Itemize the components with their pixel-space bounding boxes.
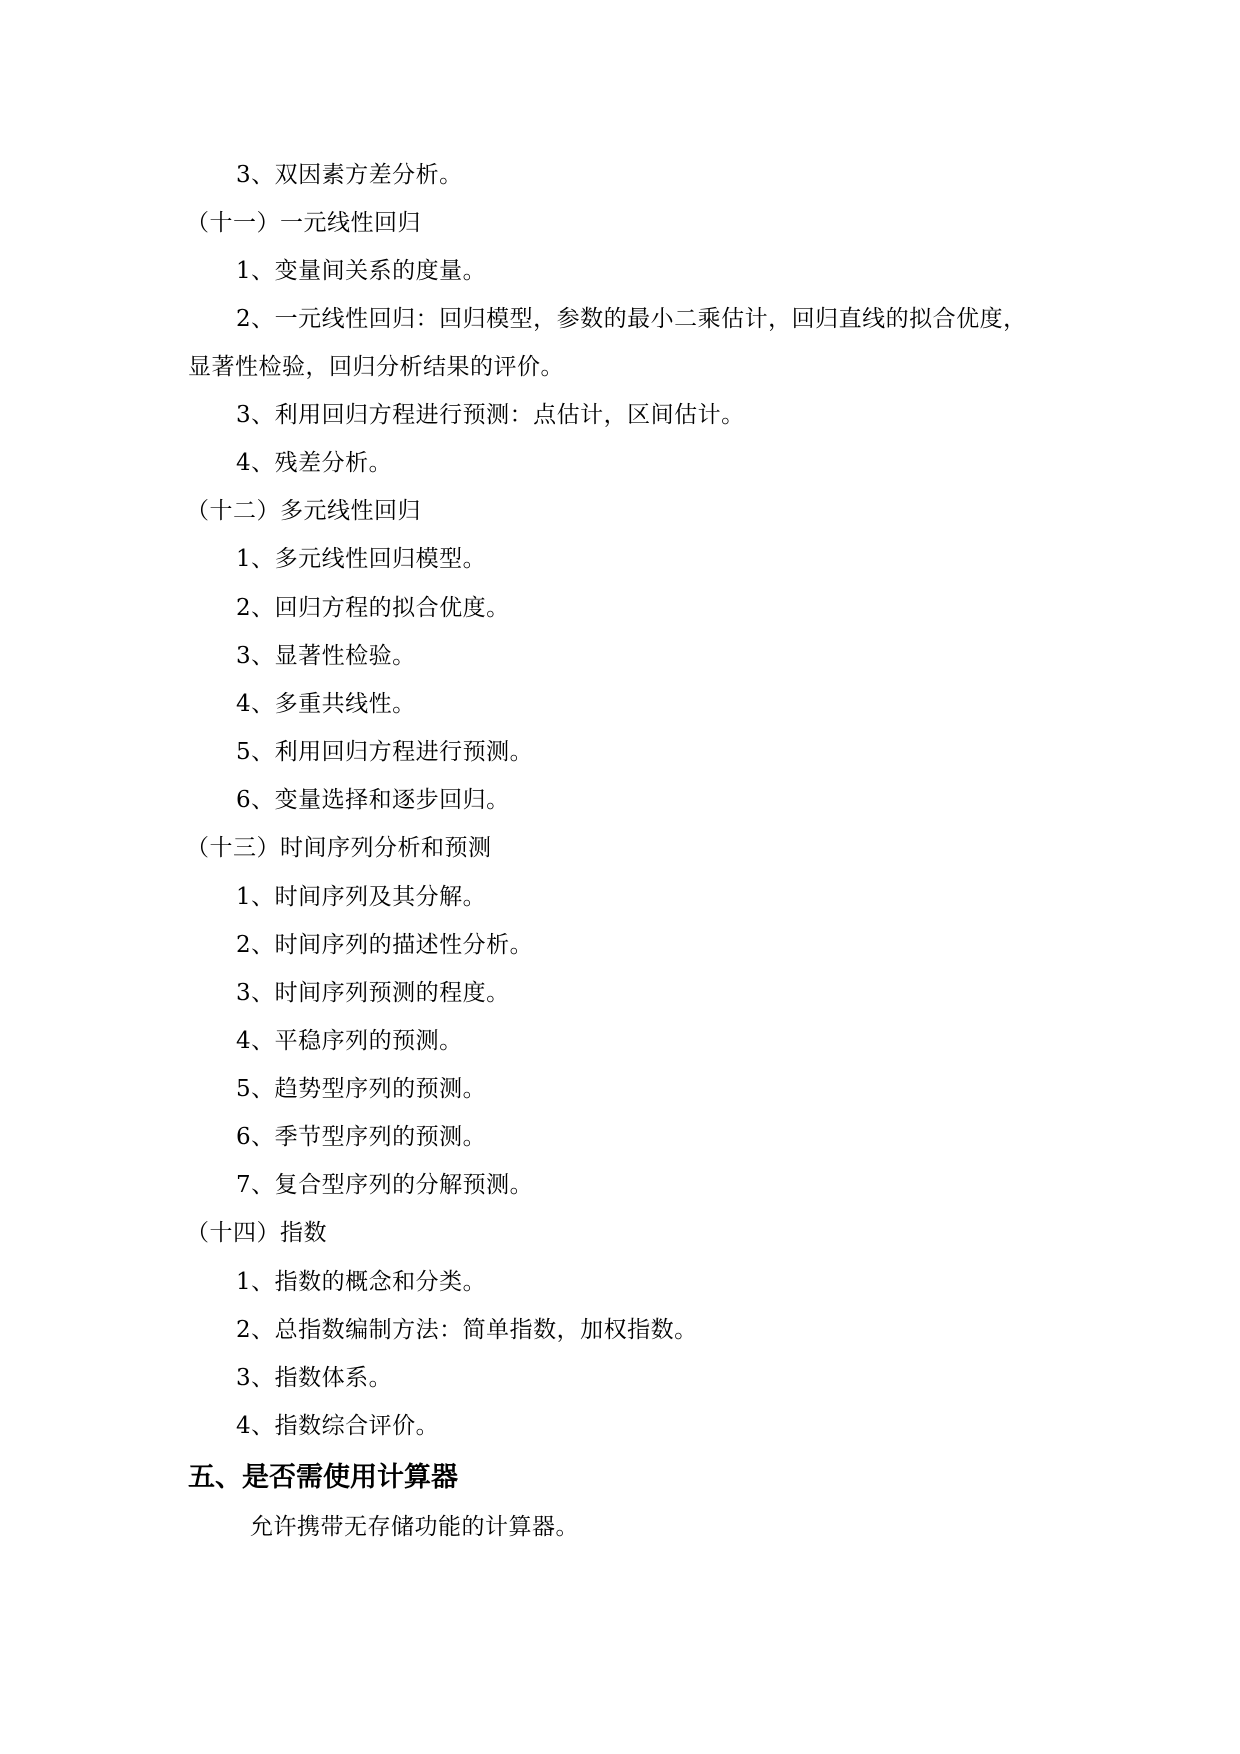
list-item: 7、复合型序列的分解预测。 <box>236 1172 534 1198</box>
list-item: 1、时间序列及其分解。 <box>236 884 487 910</box>
list-item: 6、季节型序列的预测。 <box>236 1124 487 1150</box>
list-item: 5、趋势型序列的预测。 <box>236 1076 487 1102</box>
list-item: 2、总指数编制方法：简单指数，加权指数。 <box>236 1317 698 1343</box>
subsection-heading: （十三）时间序列分析和预测 <box>186 835 492 861</box>
list-item: 4、指数综合评价。 <box>236 1413 440 1439</box>
section-body-text: 允许携带无存储功能的计算器。 <box>250 1514 579 1540</box>
subsection-heading: （十二）多元线性回归 <box>186 498 421 524</box>
list-item: 6、变量选择和逐步回归。 <box>236 787 510 813</box>
list-item: 3、利用回归方程进行预测：点估计，区间估计。 <box>236 402 745 428</box>
list-item: 3、时间序列预测的程度。 <box>236 980 510 1006</box>
list-item: 3、指数体系。 <box>236 1365 393 1391</box>
list-item: 5、利用回归方程进行预测。 <box>236 739 534 765</box>
subsection-heading: （十四）指数 <box>186 1220 327 1246</box>
list-item: 4、残差分析。 <box>236 450 393 476</box>
list-item: 1、指数的概念和分类。 <box>236 1269 487 1295</box>
list-item: 2、时间序列的描述性分析。 <box>236 932 534 958</box>
list-item: 3、显著性检验。 <box>236 643 416 669</box>
list-item-continuation: 显著性检验，回归分析结果的评价。 <box>188 354 564 380</box>
subsection-heading: （十一）一元线性回归 <box>186 210 421 236</box>
section-title: 五、是否需使用计算器 <box>188 1462 458 1493</box>
list-item: 3、双因素方差分析。 <box>236 162 463 188</box>
list-item: 1、变量间关系的度量。 <box>236 258 487 284</box>
list-item: 2、一元线性回归：回归模型，参数的最小二乘估计，回归直线的拟合优度， <box>236 306 1027 332</box>
list-item: 2、回归方程的拟合优度。 <box>236 595 510 621</box>
list-item: 4、平稳序列的预测。 <box>236 1028 463 1054</box>
list-item: 1、多元线性回归模型。 <box>236 546 487 572</box>
list-item: 4、多重共线性。 <box>236 691 416 717</box>
